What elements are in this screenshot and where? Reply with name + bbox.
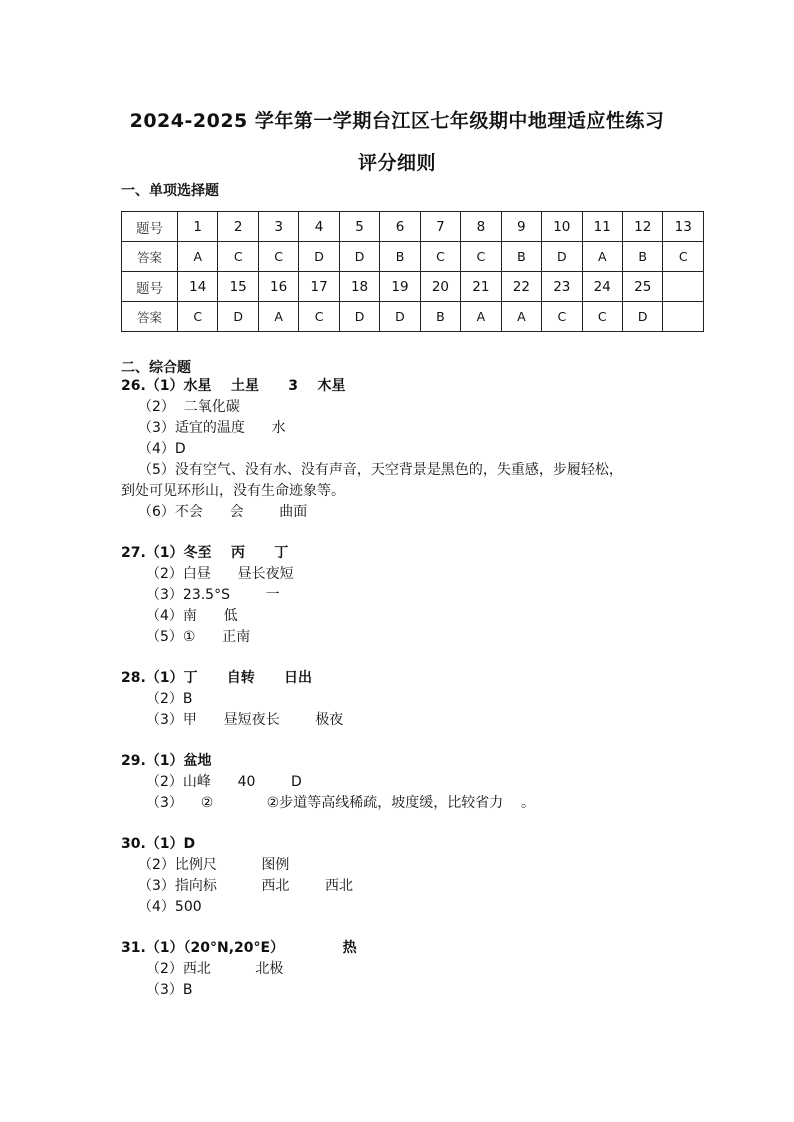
q31-line-3: （3）B (146, 982, 193, 998)
table-cell: B (420, 302, 460, 332)
table-cell: 11 (582, 212, 622, 242)
table-cell-label: 题号 (122, 212, 178, 242)
table-cell: C (299, 302, 339, 332)
table-cell: B (622, 242, 662, 272)
q26-line-5: （5）没有空气、没有水、没有声音，天空背景是黑色的，失重感，步履轻松， (138, 462, 623, 478)
table-cell: D (218, 302, 258, 332)
table-cell: 4 (299, 212, 339, 242)
table-cell: D (380, 302, 420, 332)
q30-line-4: （4）500 (138, 899, 202, 915)
table-cell: A (501, 302, 541, 332)
q26-line-1: 26.（1）水星 土星 3 木星 (121, 378, 346, 394)
table-cell: 5 (339, 212, 379, 242)
table-cell: C (178, 302, 218, 332)
table-row-answers-2 (122, 302, 704, 332)
table-row-question-numbers-1 (122, 212, 704, 242)
table-cell: C (461, 242, 501, 272)
table-cell: C (582, 302, 622, 332)
table-cell: A (258, 302, 298, 332)
table-cell: B (380, 242, 420, 272)
table-cell: 23 (542, 272, 582, 302)
q26-line-3: （3）适宜的温度 水 (138, 420, 286, 436)
table-cell: D (339, 242, 379, 272)
table-cell: 13 (663, 212, 704, 242)
section-comprehensive-heading: 二、综合题 (121, 360, 191, 376)
table-cell: D (339, 302, 379, 332)
table-cell: 7 (420, 212, 460, 242)
document-subtitle: 评分细则 (357, 152, 436, 174)
table-cell: 1 (178, 212, 218, 242)
q27-line-1: 27.（1）冬至 丙 丁 (121, 545, 289, 561)
table-cell: C (258, 242, 298, 272)
table-cell (663, 302, 704, 332)
table-cell: 8 (461, 212, 501, 242)
table-row-answers-1 (122, 242, 704, 272)
table-cell: 19 (380, 272, 420, 302)
answer-table (121, 211, 704, 332)
q26-line-6: （6）不会 会 曲面 (138, 504, 308, 520)
table-cell: D (299, 242, 339, 272)
table-cell: 22 (501, 272, 541, 302)
table-cell: D (622, 302, 662, 332)
document-title: 2024-2025 学年第一学期台江区七年级期中地理适应性练习 (129, 110, 665, 132)
q27-line-3: （3）23.5°S 一 (146, 587, 280, 603)
table-cell: 12 (622, 212, 662, 242)
table-cell: 25 (622, 272, 662, 302)
q31-line-2: （2）西北 北极 (146, 961, 284, 977)
table-cell: 10 (542, 212, 582, 242)
q31-line-1: 31.（1）（20°N,20°E） 热 (121, 940, 357, 956)
table-cell: B (501, 242, 541, 272)
q28-line-1: 28.（1）丁 自转 日出 (121, 670, 313, 686)
q28-line-3: （3）甲 昼短夜长 极夜 (146, 712, 344, 728)
q30-line-1: 30.（1）D (121, 836, 196, 852)
table-cell: C (420, 242, 460, 272)
q27-line-4: （4）南 低 (146, 608, 238, 624)
q26-line-5-continued: 到处可见环形山，没有生命迹象等。 (121, 483, 345, 499)
q27-line-5: （5）① 正南 (146, 629, 251, 645)
q30-line-2: （2）比例尺 图例 (138, 857, 290, 873)
table-cell: C (218, 242, 258, 272)
table-cell: C (542, 302, 582, 332)
q29-line-3: （3） ② ②步道等高线稀疏，坡度缓，比较省力 。 (146, 795, 536, 811)
table-cell: D (542, 242, 582, 272)
q26-line-2: （2） 二氧化碳 (138, 399, 240, 415)
table-cell: 17 (299, 272, 339, 302)
table-cell: 20 (420, 272, 460, 302)
q26-line-4: （4）D (138, 441, 186, 457)
table-cell: 18 (339, 272, 379, 302)
table-cell: 21 (461, 272, 501, 302)
table-cell-label: 题号 (122, 272, 178, 302)
q27-line-2: （2）白昼 昼长夜短 (146, 566, 294, 582)
table-cell-label: 答案 (122, 242, 178, 272)
table-cell: 15 (218, 272, 258, 302)
table-row-question-numbers-2 (122, 272, 704, 302)
table-cell: 2 (218, 212, 258, 242)
table-cell: C (663, 242, 704, 272)
table-cell: 24 (582, 272, 622, 302)
table-cell: 9 (501, 212, 541, 242)
table-cell: 6 (380, 212, 420, 242)
table-cell-label: 答案 (122, 302, 178, 332)
q28-line-2: （2）B (146, 691, 193, 707)
table-cell: A (178, 242, 218, 272)
table-cell (663, 272, 704, 302)
table-cell: A (582, 242, 622, 272)
table-cell: 3 (258, 212, 298, 242)
table-cell: 16 (258, 272, 298, 302)
section-multiple-choice-heading: 一、单项选择题 (121, 183, 219, 199)
table-cell: 14 (178, 272, 218, 302)
q30-line-3: （3）指向标 西北 西北 (138, 878, 354, 894)
table-cell: A (461, 302, 501, 332)
q29-line-1: 29.（1）盆地 (121, 753, 212, 769)
q29-line-2: （2）山峰 40 D (146, 774, 302, 790)
